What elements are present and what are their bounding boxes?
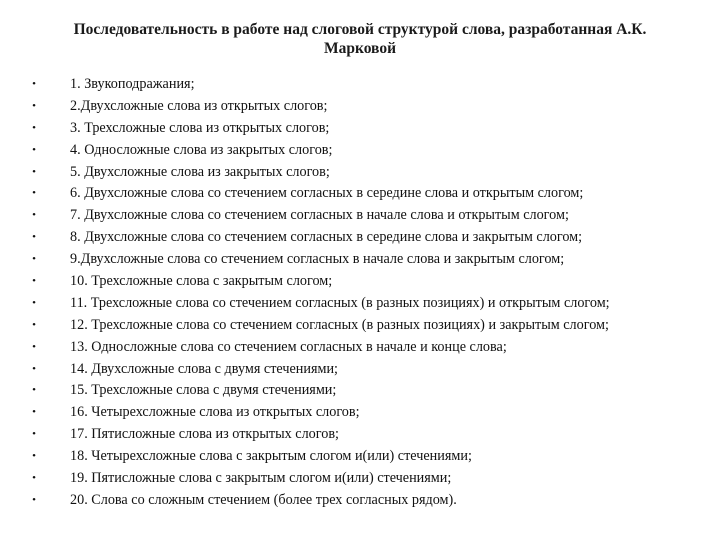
list-item — [28, 140, 708, 162]
list-item — [28, 315, 708, 337]
bullet-icon: • — [32, 340, 36, 353]
list-item-text: 1. Звукоподражания; — [70, 76, 195, 92]
list-item-text: 9.Двухсложные слова со стечением согласных в начале слова и закрытым слогом; — [70, 251, 565, 268]
slide-title: Последовательность в работе над слоговой структурой слова, разработанная А.К. Марковой — [73, 21, 647, 57]
list-item — [28, 249, 708, 271]
list-item — [28, 271, 708, 293]
list-item — [28, 183, 708, 205]
list-item-text: 11. Трехсложные слова со стечением согласных (в разных позициях) и открытым слогом; — [70, 294, 610, 311]
bullet-icon: • — [32, 187, 36, 200]
list-item-text: 2.Двухсложные слова из открытых слогов; — [70, 97, 328, 114]
list-item-text: 13. Односложные слова со стечением согласных в начале и конце слова; — [70, 338, 507, 355]
list-item — [28, 490, 708, 512]
list-item — [28, 118, 708, 140]
bullet-icon: • — [32, 362, 36, 375]
bullet-icon: • — [32, 493, 36, 506]
list-item-text: 17. Пятисложные слова из открытых слогов; — [70, 426, 339, 443]
list-item-text: 4. Односложные слова из закрытых слогов; — [70, 141, 333, 158]
list-item-text: 5. Двухсложные слова из закрытых слогов; — [70, 163, 330, 180]
list-item-text: 19. Пятисложные слова с закрытым слогом и(или) стечениями; — [70, 470, 452, 487]
list-item-text: 8. Двухсложные слова со стечением согласных в середине слова и закрытым слогом; — [70, 229, 583, 246]
list-item — [28, 293, 708, 315]
list-item-text: 16. Четырехсложные слова из открытых слогов; — [70, 404, 360, 421]
list-item — [28, 424, 708, 446]
list-item — [28, 380, 708, 402]
bullet-icon: • — [32, 143, 36, 156]
bullet-icon: • — [32, 384, 36, 397]
list-item — [28, 74, 708, 96]
bullet-icon: • — [32, 296, 36, 309]
bullet-icon: • — [32, 318, 36, 331]
list-item — [28, 446, 708, 468]
list-item — [28, 468, 708, 490]
list-item — [28, 337, 708, 359]
list-item-text: 14. Двухсложные слова с двумя стечениями; — [70, 360, 338, 377]
list-item-text: 3. Трехсложные слова из открытых слогов; — [70, 119, 330, 136]
list-item-text: 15. Трехсложные слова с двумя стечениями; — [70, 382, 337, 399]
bullet-icon: • — [32, 275, 36, 288]
bullet-icon: • — [32, 406, 36, 419]
bullet-icon: • — [32, 253, 36, 266]
bullet-icon: • — [32, 99, 36, 112]
bullet-icon: • — [32, 78, 36, 90]
list-item-text: 10. Трехсложные слова с закрытым слогом; — [70, 273, 333, 290]
list-item-text: 12. Трехсложные слова со стечением согласных (в разных позициях) и закрытым слогом; — [70, 316, 609, 333]
list-item-text: 18. Четырехсложные слова с закрытым слогом и(или) стечениями; — [70, 448, 472, 465]
list-item-text: 7. Двухсложные слова со стечением согласных в начале слова и открытым слогом; — [70, 207, 569, 224]
items-list — [28, 74, 708, 512]
list-item — [28, 359, 708, 381]
bullet-icon: • — [32, 231, 36, 244]
list-item — [28, 402, 708, 424]
bullet-icon: • — [32, 209, 36, 222]
bullet-icon: • — [32, 121, 36, 134]
list-item — [28, 162, 708, 184]
list-item-text: 20. Слова со сложным стечением (более трех согласных рядом). — [70, 491, 457, 508]
list-item — [28, 227, 708, 249]
bullet-icon: • — [32, 450, 36, 463]
bullet-icon: • — [32, 472, 36, 485]
list-item — [28, 205, 708, 227]
list-item-text: 6. Двухсложные слова со стечением согласных в середине слова и открытым слогом; — [70, 185, 584, 202]
bullet-icon: • — [32, 428, 36, 441]
list-item — [28, 96, 708, 118]
bullet-icon: • — [32, 165, 36, 178]
